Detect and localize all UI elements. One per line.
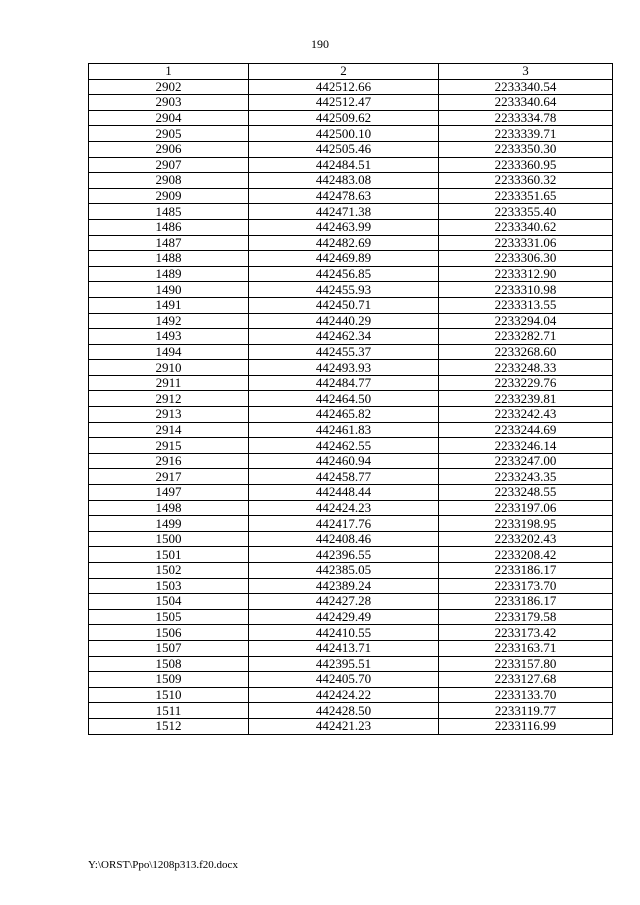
table-row	[89, 563, 613, 579]
x-coordinate-cell: 442408.46	[249, 531, 439, 547]
y-coordinate-cell: 2233246.14	[439, 438, 613, 454]
point-number-cell: 2913	[89, 407, 249, 423]
y-coordinate-cell: 2233282.71	[439, 329, 613, 345]
y-coordinate-cell: 2233340.62	[439, 219, 613, 235]
point-number-cell: 1490	[89, 282, 249, 298]
x-coordinate-cell: 442396.55	[249, 547, 439, 563]
point-number-cell: 1492	[89, 313, 249, 329]
point-number-cell: 1500	[89, 531, 249, 547]
x-coordinate-cell: 442509.62	[249, 110, 439, 126]
point-number-cell: 1489	[89, 266, 249, 282]
x-coordinate-cell: 442465.82	[249, 407, 439, 423]
x-coordinate-cell: 442440.29	[249, 313, 439, 329]
y-coordinate-cell: 2233268.60	[439, 344, 613, 360]
point-number-cell: 2912	[89, 391, 249, 407]
y-coordinate-cell: 2233179.58	[439, 609, 613, 625]
table-row	[89, 79, 613, 95]
table-row	[89, 672, 613, 688]
x-coordinate-cell: 442512.47	[249, 95, 439, 111]
y-coordinate-cell: 2233197.06	[439, 500, 613, 516]
table-row	[89, 126, 613, 142]
y-coordinate-cell: 2233119.77	[439, 703, 613, 719]
table-row	[89, 297, 613, 313]
point-number-cell: 1511	[89, 703, 249, 719]
table-row	[89, 329, 613, 345]
y-coordinate-cell: 2233239.81	[439, 391, 613, 407]
y-coordinate-cell: 2233339.71	[439, 126, 613, 142]
point-number-cell: 2906	[89, 141, 249, 157]
y-coordinate-cell: 2233351.65	[439, 188, 613, 204]
x-coordinate-cell: 442428.50	[249, 703, 439, 719]
point-number-cell: 1512	[89, 718, 249, 734]
table-row	[89, 453, 613, 469]
y-coordinate-cell: 2233244.69	[439, 422, 613, 438]
table-row	[89, 407, 613, 423]
y-coordinate-cell: 2233127.68	[439, 672, 613, 688]
point-number-cell: 2911	[89, 375, 249, 391]
y-coordinate-cell: 2233306.30	[439, 251, 613, 267]
column-header-2: 2	[249, 64, 439, 80]
table-row	[89, 157, 613, 173]
table-row	[89, 500, 613, 516]
y-coordinate-cell: 2233331.06	[439, 235, 613, 251]
x-coordinate-cell: 442389.24	[249, 578, 439, 594]
point-number-cell: 1502	[89, 563, 249, 579]
point-number-cell: 1487	[89, 235, 249, 251]
x-coordinate-cell: 442424.22	[249, 687, 439, 703]
table-row	[89, 469, 613, 485]
table-row	[89, 718, 613, 734]
point-number-cell: 1501	[89, 547, 249, 563]
x-coordinate-cell: 442450.71	[249, 297, 439, 313]
point-number-cell: 2905	[89, 126, 249, 142]
point-number-cell: 2908	[89, 173, 249, 189]
x-coordinate-cell: 442455.37	[249, 344, 439, 360]
x-coordinate-cell: 442482.69	[249, 235, 439, 251]
y-coordinate-cell: 2233186.17	[439, 563, 613, 579]
y-coordinate-cell: 2233229.76	[439, 375, 613, 391]
point-number-cell: 2914	[89, 422, 249, 438]
x-coordinate-cell: 442405.70	[249, 672, 439, 688]
table-row	[89, 609, 613, 625]
table-header-row	[89, 64, 613, 80]
coordinates-table	[88, 63, 613, 735]
x-coordinate-cell: 442417.76	[249, 516, 439, 532]
point-number-cell: 2903	[89, 95, 249, 111]
point-number-cell: 2902	[89, 79, 249, 95]
y-coordinate-cell: 2233163.71	[439, 640, 613, 656]
column-header-3: 3	[439, 64, 613, 80]
y-coordinate-cell: 2233248.55	[439, 485, 613, 501]
y-coordinate-cell: 2233360.32	[439, 173, 613, 189]
table-row	[89, 531, 613, 547]
point-number-cell: 1504	[89, 594, 249, 610]
point-number-cell: 1499	[89, 516, 249, 532]
table-row	[89, 204, 613, 220]
y-coordinate-cell: 2233173.42	[439, 625, 613, 641]
column-header-1: 1	[89, 64, 249, 80]
table-row	[89, 188, 613, 204]
table-row	[89, 266, 613, 282]
point-number-cell: 2916	[89, 453, 249, 469]
point-number-cell: 1493	[89, 329, 249, 345]
y-coordinate-cell: 2233340.64	[439, 95, 613, 111]
x-coordinate-cell: 442429.49	[249, 609, 439, 625]
x-coordinate-cell: 442424.23	[249, 500, 439, 516]
y-coordinate-cell: 2233186.17	[439, 594, 613, 610]
table-row	[89, 360, 613, 376]
x-coordinate-cell: 442484.77	[249, 375, 439, 391]
y-coordinate-cell: 2233247.00	[439, 453, 613, 469]
y-coordinate-cell: 2233157.80	[439, 656, 613, 672]
point-number-cell: 1485	[89, 204, 249, 220]
point-number-cell: 1508	[89, 656, 249, 672]
x-coordinate-cell: 442461.83	[249, 422, 439, 438]
y-coordinate-cell: 2233173.70	[439, 578, 613, 594]
x-coordinate-cell: 442455.93	[249, 282, 439, 298]
point-number-cell: 1497	[89, 485, 249, 501]
table-row	[89, 344, 613, 360]
table-row	[89, 625, 613, 641]
x-coordinate-cell: 442385.05	[249, 563, 439, 579]
y-coordinate-cell: 2233350.30	[439, 141, 613, 157]
point-number-cell: 1505	[89, 609, 249, 625]
y-coordinate-cell: 2233312.90	[439, 266, 613, 282]
table-row	[89, 235, 613, 251]
table-row	[89, 594, 613, 610]
y-coordinate-cell: 2233310.98	[439, 282, 613, 298]
table-row	[89, 516, 613, 532]
table-row	[89, 640, 613, 656]
y-coordinate-cell: 2233340.54	[439, 79, 613, 95]
x-coordinate-cell: 442395.51	[249, 656, 439, 672]
x-coordinate-cell: 442469.89	[249, 251, 439, 267]
x-coordinate-cell: 442471.38	[249, 204, 439, 220]
y-coordinate-cell: 2233208.42	[439, 547, 613, 563]
point-number-cell: 2915	[89, 438, 249, 454]
x-coordinate-cell: 442493.93	[249, 360, 439, 376]
x-coordinate-cell: 442462.55	[249, 438, 439, 454]
x-coordinate-cell: 442464.50	[249, 391, 439, 407]
x-coordinate-cell: 442448.44	[249, 485, 439, 501]
point-number-cell: 1498	[89, 500, 249, 516]
x-coordinate-cell: 442458.77	[249, 469, 439, 485]
x-coordinate-cell: 442462.34	[249, 329, 439, 345]
point-number-cell: 1491	[89, 297, 249, 313]
y-coordinate-cell: 2233334.78	[439, 110, 613, 126]
table-row	[89, 547, 613, 563]
table-row	[89, 391, 613, 407]
x-coordinate-cell: 442463.99	[249, 219, 439, 235]
table-row	[89, 251, 613, 267]
table-row	[89, 141, 613, 157]
table-row	[89, 422, 613, 438]
table-row	[89, 485, 613, 501]
y-coordinate-cell: 2233243.35	[439, 469, 613, 485]
x-coordinate-cell: 442460.94	[249, 453, 439, 469]
point-number-cell: 2917	[89, 469, 249, 485]
y-coordinate-cell: 2233313.55	[439, 297, 613, 313]
y-coordinate-cell: 2233242.43	[439, 407, 613, 423]
x-coordinate-cell: 442456.85	[249, 266, 439, 282]
table-row	[89, 282, 613, 298]
point-number-cell: 1506	[89, 625, 249, 641]
table-row	[89, 703, 613, 719]
y-coordinate-cell: 2233133.70	[439, 687, 613, 703]
table-row	[89, 173, 613, 189]
y-coordinate-cell: 2233248.33	[439, 360, 613, 376]
table-row	[89, 687, 613, 703]
x-coordinate-cell: 442478.63	[249, 188, 439, 204]
point-number-cell: 2910	[89, 360, 249, 376]
table-row	[89, 656, 613, 672]
point-number-cell: 2909	[89, 188, 249, 204]
table-body	[89, 79, 613, 734]
x-coordinate-cell: 442427.28	[249, 594, 439, 610]
y-coordinate-cell: 2233202.43	[439, 531, 613, 547]
point-number-cell: 1486	[89, 219, 249, 235]
table-row	[89, 95, 613, 111]
y-coordinate-cell: 2233116.99	[439, 718, 613, 734]
point-number-cell: 1510	[89, 687, 249, 703]
x-coordinate-cell: 442413.71	[249, 640, 439, 656]
table-row	[89, 578, 613, 594]
point-number-cell: 1503	[89, 578, 249, 594]
y-coordinate-cell: 2233294.04	[439, 313, 613, 329]
table-row	[89, 438, 613, 454]
table-row	[89, 375, 613, 391]
y-coordinate-cell: 2233355.40	[439, 204, 613, 220]
point-number-cell: 2904	[89, 110, 249, 126]
x-coordinate-cell: 442500.10	[249, 126, 439, 142]
footer-file-path: Y:\ORST\Ppo\1208p313.f20.docx	[88, 859, 238, 871]
x-coordinate-cell: 442483.08	[249, 173, 439, 189]
y-coordinate-cell: 2233360.95	[439, 157, 613, 173]
page-number: 190	[311, 37, 329, 51]
y-coordinate-cell: 2233198.95	[439, 516, 613, 532]
point-number-cell: 2907	[89, 157, 249, 173]
point-number-cell: 1488	[89, 251, 249, 267]
x-coordinate-cell: 442512.66	[249, 79, 439, 95]
x-coordinate-cell: 442505.46	[249, 141, 439, 157]
x-coordinate-cell: 442410.55	[249, 625, 439, 641]
table-row	[89, 110, 613, 126]
table-row	[89, 219, 613, 235]
point-number-cell: 1509	[89, 672, 249, 688]
point-number-cell: 1507	[89, 640, 249, 656]
x-coordinate-cell: 442484.51	[249, 157, 439, 173]
x-coordinate-cell: 442421.23	[249, 718, 439, 734]
table-row	[89, 313, 613, 329]
point-number-cell: 1494	[89, 344, 249, 360]
